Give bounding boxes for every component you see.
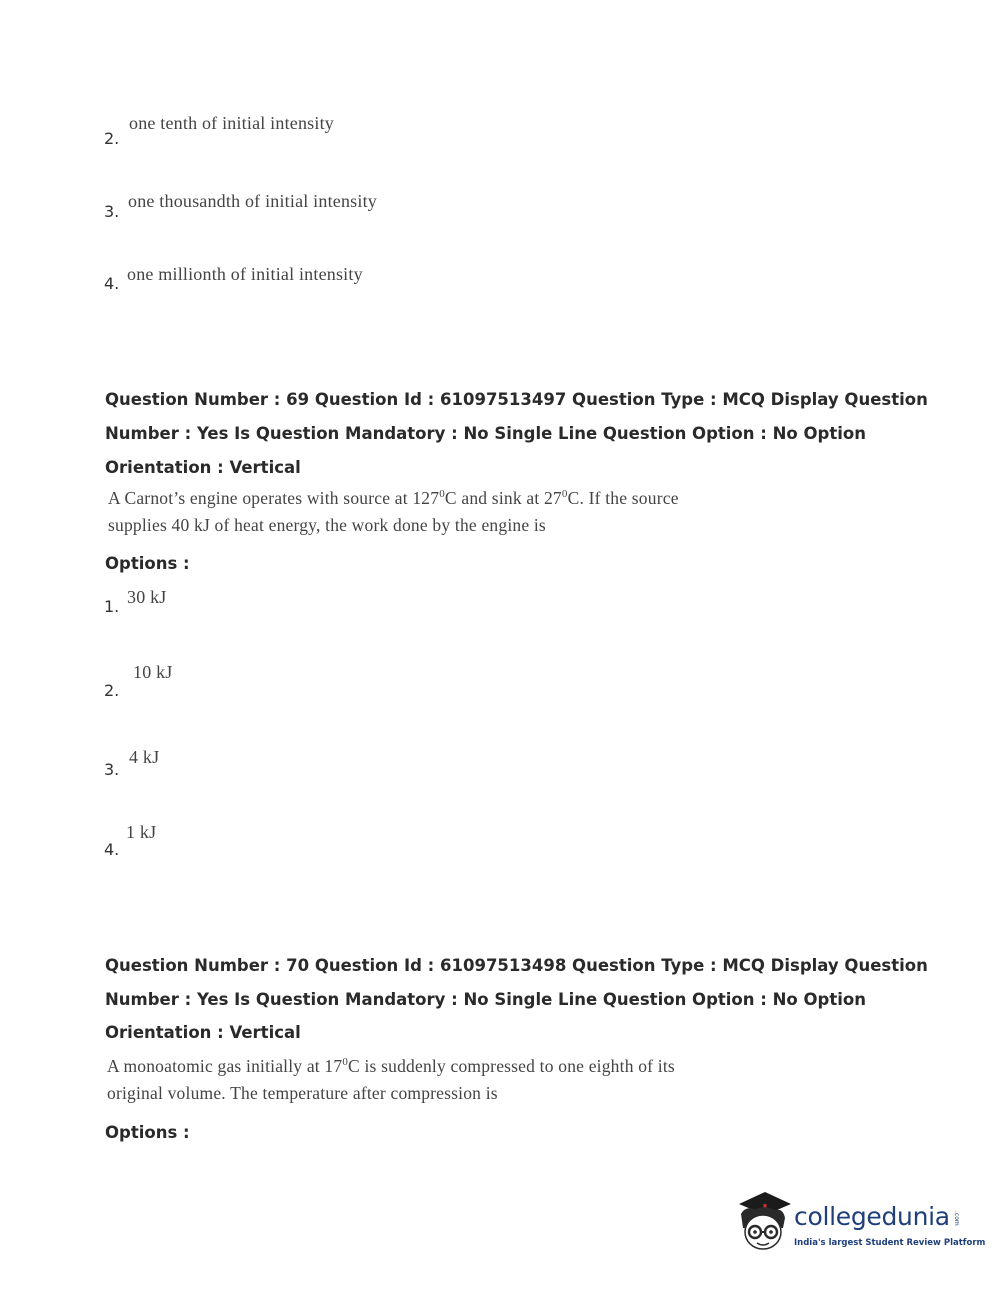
question-text-line: supplies 40 kJ of heat energy, the work done by the engine is — [108, 515, 546, 535]
option-number: 1. — [104, 597, 120, 616]
question-text-line — [107, 1056, 675, 1077]
option-number: 3. — [104, 202, 120, 221]
question-meta-line: Orientation : Vertical — [105, 458, 301, 477]
logo-tagline: India's largest Student Review Platform — [794, 1238, 986, 1248]
option-text: 1 kJ — [126, 822, 157, 842]
option-number: 4. — [104, 840, 120, 859]
options-label: Options : — [105, 1123, 190, 1142]
option-text: 4 kJ — [129, 747, 160, 767]
logo-wordmark: collegedunia — [794, 1202, 950, 1231]
superscript: 0 — [342, 1056, 349, 1069]
question-meta-line: Number : Yes Is Question Mandatory : No Single Line Question Option : No Option — [105, 424, 866, 443]
question-meta-line: Question Number : 69 Question Id : 61097513497 Question Type : MCQ Display Question — [105, 390, 928, 409]
question-text-segment: C. If the source — [567, 488, 679, 508]
option-text: one tenth of initial intensity — [129, 113, 334, 133]
question-meta-line: Orientation : Vertical — [105, 1023, 301, 1042]
superscript: 0 — [439, 488, 445, 501]
option-number: 2. — [104, 129, 120, 148]
logo-com: .com — [953, 1211, 960, 1226]
option-text: one millionth of initial intensity — [127, 264, 363, 284]
question-text-segment: A monoatomic gas initially at 17 — [107, 1056, 343, 1076]
mascot-icon — [735, 1188, 793, 1258]
question-text-line: original volume. The temperature after compression is — [107, 1083, 498, 1103]
question-text-segment: C and sink at 27 — [444, 488, 562, 508]
superscript: 0 — [561, 488, 568, 501]
question-meta-line: Question Number : 70 Question Id : 61097513498 Question Type : MCQ Display Question — [105, 956, 928, 975]
option-text: one thousandth of initial intensity — [128, 191, 377, 211]
question-meta-line: Number : Yes Is Question Mandatory : No Single Line Question Option : No Option — [105, 990, 866, 1009]
collegedunia-logo — [735, 1188, 986, 1258]
option-text: 10 kJ — [133, 662, 173, 682]
option-number: 3. — [104, 760, 120, 779]
option-text: 30 kJ — [127, 587, 167, 607]
option-number: 4. — [104, 274, 120, 293]
question-text-segment: C is suddenly compressed to one eighth of its — [348, 1056, 675, 1076]
question-text-line — [108, 488, 679, 509]
question-text-segment: A Carnot’s engine operates with source at 127 — [108, 488, 440, 508]
option-number: 2. — [104, 681, 120, 700]
options-label: Options : — [105, 554, 190, 573]
